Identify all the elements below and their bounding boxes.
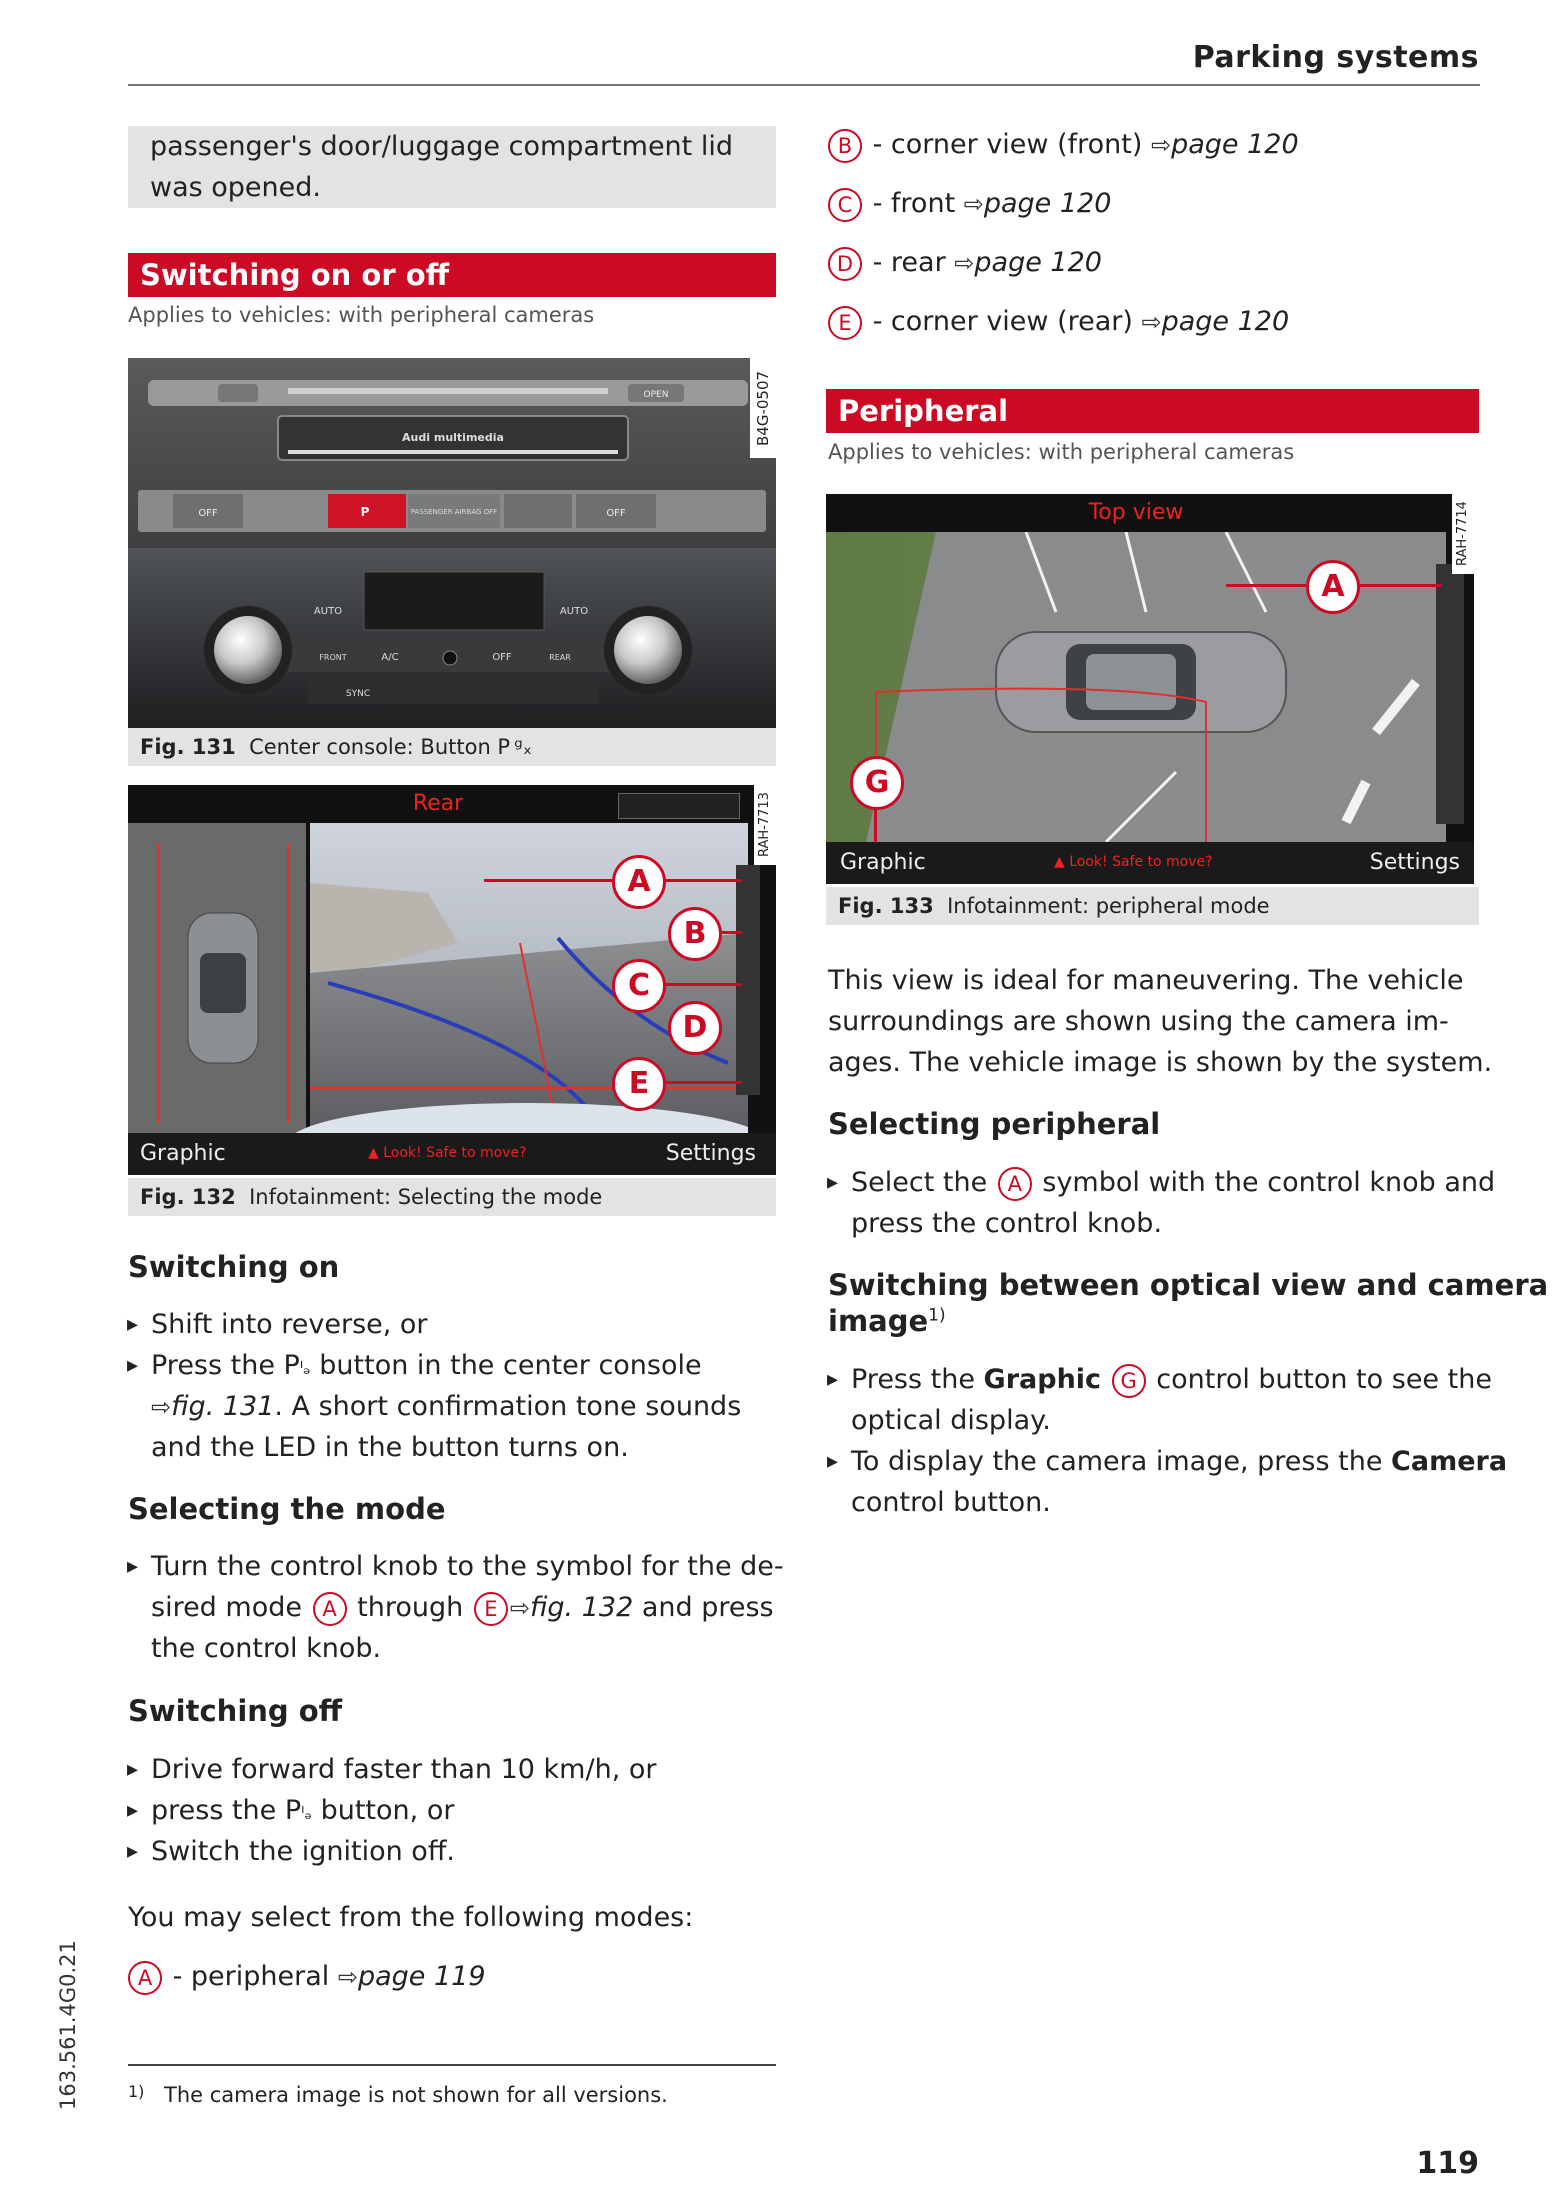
figure-131-caption-text: Center console: Button P ᵍₓ (249, 735, 533, 759)
selecting-mode-line-3: the control knob. (151, 1633, 382, 1664)
text-press-the-3: Press the (851, 1364, 975, 1395)
marker-a: A (612, 855, 666, 909)
figure-133-number: Fig. 133 (838, 894, 934, 918)
footnote-text: The camera image is not shown for all versions. (164, 2083, 668, 2107)
text-and-press: and press (641, 1592, 774, 1623)
switching-on-bullet-2-line-3: and the LED in the button turns on. (151, 1432, 629, 1463)
selecting-peripheral-line-2: press the control knob. (851, 1208, 1163, 1239)
auto-label-1: AUTO (313, 606, 343, 617)
switching-between-bullet-2 (851, 1441, 1507, 1482)
applies-note-right: Applies to vehicles: with peripheral cameras (828, 440, 1295, 464)
switching-on-bullet-2-line-2: ⇨fig. 131. A short confirmation tone sounds (151, 1391, 742, 1422)
peripheral-intro-line-2: surroundings are shown using the camera im- (828, 1006, 1449, 1037)
circle-letter-a-mode: A (128, 1961, 162, 1995)
heading-selecting-peripheral: Selecting peripheral (828, 1107, 1161, 1141)
mode-a-text: - peripheral (172, 1961, 330, 1992)
graphic-softkey[interactable]: Graphic (140, 1141, 226, 1166)
circle-letter-a-right: A (998, 1167, 1032, 1201)
switching-off-bullet-1: ▸ Drive forward faster than 10 km/h, or (151, 1749, 656, 1790)
mode-item-c: C - front ⇨page 120 (826, 183, 1111, 225)
page-header-title: Parking systems (1192, 40, 1479, 75)
text-symbol-knob: symbol with the control knob and (1042, 1167, 1496, 1198)
switching-between-bullet-1-line-2: optical display. (851, 1405, 1051, 1436)
header-rule (128, 84, 1480, 86)
figure-133-caption-text: Infotainment: peripheral mode (947, 894, 1270, 918)
continued-note-box (128, 126, 776, 208)
off-label-1: OFF (198, 508, 218, 519)
audi-multimedia-label: Audi multimedia (402, 431, 504, 444)
open-button-label: OPEN (643, 390, 669, 400)
rear-label: REAR (549, 653, 571, 662)
text-button-center: button in the center console (310, 1350, 702, 1381)
settings-softkey[interactable]: Settings (665, 1141, 756, 1166)
warning-text-133: ▲ Look! Safe to move? (1054, 854, 1213, 870)
warning-message-133: Look! Safe to move? (1069, 854, 1213, 870)
heading-switching-between-1: Switching between optical view and camera (828, 1268, 1549, 1302)
text-graphic-bold: Graphic (983, 1364, 1102, 1395)
figure-133-infotainment (826, 494, 1474, 884)
figure-131-console (128, 358, 776, 728)
text-through: through (357, 1592, 464, 1623)
marker-e: E (612, 1057, 666, 1111)
text-display-camera: To display the camera image, press the (851, 1446, 1383, 1477)
switching-off-bullet-2: ▸ press the Pᴵₔ button, or (151, 1790, 454, 1834)
continued-note-text: passenger's door/luggage compartment lid was opened. (150, 131, 733, 203)
mode-b-text: - corner view (front) (872, 129, 1143, 160)
figure-131-caption (128, 728, 776, 766)
footnote-mark: 1) (128, 2082, 145, 2101)
figure-131-tag: B4G-0507 (750, 358, 776, 458)
mode-sidebar (736, 865, 760, 1095)
figure-133-tag: RAH-7714 (1452, 494, 1474, 574)
mode-c-ref[interactable]: page 120 (983, 188, 1112, 219)
text-control-button: control button to see the (1156, 1364, 1492, 1395)
text-press-the: Press the P (151, 1350, 300, 1381)
marker-g-133: G (850, 756, 904, 810)
text-button-or: button, or (312, 1795, 455, 1826)
switching-between-bullet-2-line-2: control button. (851, 1487, 1051, 1518)
page-number: 119 (1416, 2146, 1479, 2181)
switching-on-bullet-2: ▸ Press the Pᴵₔ button in the center console (151, 1345, 702, 1389)
marker-c: C (612, 959, 666, 1013)
ac-label: A/C (381, 652, 399, 663)
off-label-3: OFF (492, 652, 512, 663)
sync-label: SYNC (345, 689, 371, 699)
peripheral-intro-line-1: This view is ideal for maneuvering. The vehicle (828, 965, 1464, 996)
marker-a-133: A (1306, 560, 1360, 614)
warning-text: ▲ Look! Safe to move? (368, 1145, 527, 1161)
side-document-code: 163.561.4G0.21 (56, 1940, 80, 2110)
mode-e-ref[interactable]: page 120 (1161, 306, 1290, 337)
circle-letter-d: D (828, 247, 862, 281)
mode-icons-strip (618, 793, 740, 819)
auto-label-2: AUTO (559, 606, 589, 617)
mode-sidebar-133 (1436, 564, 1464, 824)
text-sired-mode: sired mode (151, 1592, 302, 1623)
marker-d: D (668, 1001, 722, 1055)
marker-b: B (668, 907, 722, 961)
screen-bottom-bar (128, 1133, 776, 1175)
ref-fig-131[interactable]: fig. 131 (171, 1391, 275, 1422)
text-press-the-2: press the P (151, 1795, 302, 1826)
screen-title-rear: Rear (128, 785, 748, 823)
text-camera-bold: Camera (1391, 1446, 1508, 1477)
warning-message: Look! Safe to move? (383, 1145, 527, 1161)
passenger-airbag-label: PASSENGER AIRBAG OFF (410, 508, 498, 516)
switching-off-bullet-3: ▸ Switch the ignition off. (151, 1831, 455, 1872)
circle-letter-c: C (828, 188, 862, 222)
heading-switching-off: Switching off (128, 1694, 343, 1728)
front-label: FRONT (319, 653, 347, 662)
mode-e-text: - corner view (rear) (872, 306, 1133, 337)
figure-132-tag: RAH-7713 (754, 785, 776, 865)
circle-letter-e-mode: E (828, 306, 862, 340)
mode-item-e: E - corner view (rear) ⇨page 120 (826, 301, 1289, 343)
mode-d-ref[interactable]: page 120 (974, 247, 1102, 278)
left-climate-knob (214, 616, 282, 684)
circle-letter-b: B (828, 129, 862, 163)
text-select-the: Select the (851, 1167, 988, 1198)
graphic-softkey-133[interactable]: Graphic (840, 850, 926, 875)
heading-selecting-mode: Selecting the mode (128, 1492, 446, 1526)
figure-132-caption-text: Infotainment: Selecting the mode (249, 1185, 603, 1209)
circle-letter-g: G (1112, 1364, 1146, 1398)
footnote-rule (128, 2064, 776, 2066)
peripheral-intro-line-3: ages. The vehicle image is shown by the system. (828, 1047, 1493, 1078)
applies-note-left: Applies to vehicles: with peripheral cameras (128, 303, 595, 327)
figure-132-infotainment (128, 785, 776, 1175)
section-title-switching: Switching on or off (128, 253, 776, 297)
footnote-reference: 1) (928, 1305, 946, 1326)
section-title-peripheral: Peripheral (826, 389, 1479, 433)
circle-letter-e: E (474, 1592, 508, 1626)
selecting-mode-line-2: sired mode A through E ⇨fig. 132 and press (151, 1587, 774, 1629)
mode-b-ref[interactable]: page 120 (1171, 129, 1299, 160)
mode-c-text: - front (872, 188, 956, 219)
mode-a-ref[interactable]: page 119 (357, 1961, 486, 1992)
ref-fig-132[interactable]: fig. 132 (529, 1592, 634, 1623)
center-console-illustration (128, 358, 776, 728)
off-label-2: OFF (606, 508, 626, 519)
figure-132-number: Fig. 132 (140, 1185, 236, 1209)
selecting-peripheral-line-1 (851, 1162, 1495, 1203)
heading-switching-between-2 (828, 1304, 946, 1338)
text-confirmation: . A short confirmation tone sounds (274, 1391, 742, 1422)
mode-item-a: A - peripheral ⇨page 119 (126, 1956, 486, 1998)
modes-intro: You may select from the following modes: (128, 1902, 694, 1933)
screen-bottom-bar-133 (826, 842, 1474, 884)
figure-132-caption (128, 1178, 776, 1216)
mode-item-b: B - corner view (front) ⇨page 120 (826, 124, 1299, 166)
p-button-label: P (360, 505, 370, 519)
heading-image-word: image (828, 1304, 929, 1338)
figure-133-caption (826, 887, 1479, 925)
right-climate-knob (614, 616, 682, 684)
switching-on-bullet-1: ▸ Shift into reverse, or (151, 1304, 428, 1345)
mode-d-text: - rear (872, 247, 946, 278)
switching-between-bullet-1 (851, 1359, 1492, 1400)
heading-switching-on: Switching on (128, 1250, 340, 1284)
screen-title-top-view: Top view (1088, 500, 1184, 525)
circle-letter-a: A (313, 1592, 347, 1626)
figure-131-number: Fig. 131 (140, 735, 236, 759)
mode-item-d: D - rear ⇨page 120 (826, 242, 1102, 284)
settings-softkey-133[interactable]: Settings (1369, 850, 1460, 875)
selecting-mode-line-1: ▸ Turn the control knob to the symbol for the de- (151, 1546, 784, 1587)
